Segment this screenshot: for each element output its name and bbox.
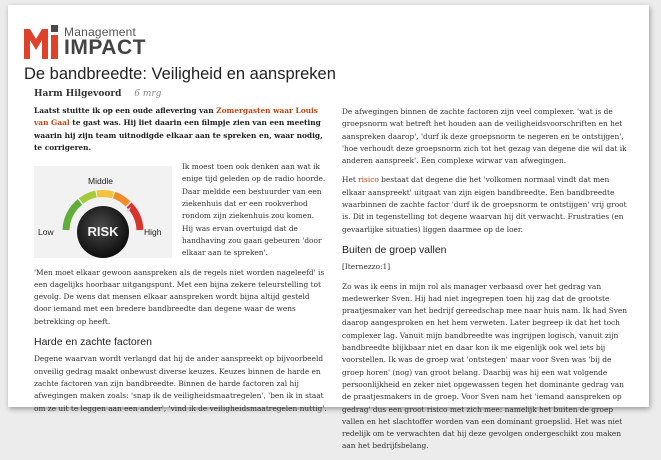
intermezzo-tag: [Iternezzo:1] (342, 262, 391, 272)
lead-paragraph (34, 105, 327, 154)
article-title: De bandbreedte: Veiligheid en aanspreken (24, 65, 336, 83)
article-column-right (342, 106, 634, 460)
author-name[interactable]: Harm Hilgevoord (34, 89, 122, 99)
logo-mark-icon (24, 23, 60, 59)
paragraph-text-1: Het (342, 175, 359, 185)
paragraph: Ik moest toen ook denken aan wat ik enige tijd geleden op de radio hoorde. Daar meldde een bestuurder van een ziekenhuis dat er een rookverbod rondom zijn ziekenhuis zou komen. Hij was ervan overtuigd dat de handhaving zou gaan gebeuren 'door elkaar aan te spreken'. (182, 162, 326, 258)
lead-text-1: Laatst stuitte ik op een oude aflevering van (34, 106, 217, 115)
gauge-label-middle: Middle (88, 176, 114, 187)
section-heading: Harde en zachte factoren (34, 336, 152, 349)
byline (34, 89, 161, 99)
gauge-center-label: RISK (87, 224, 119, 240)
gauge-label-high: High (144, 227, 162, 238)
paragraph: Zo was ik eens in mijn rol als manager verbaasd over het gedrag van medewerker Sven. Hij had niet ingegrepen toen hij zag dat de grootste praatjesmaker van het bedrijf gereedschap mee naar huis nam. Ik had Sven daarop aangesproken en het hem verweten. Later begreep ik dat het toch complexer lag. Vanuit mijn bandbreedte was ingrijpen logisch, vanuit zijn bandbreedte blijkbaar niet en daar kon ik me eigenlijk ook wel iets bij voorstellen. Ik was de groep wat 'ontstegen' maar voor Sven was 'bij de groep horen' (nog) van groot belang. Daarbij was hij een wat volgende persoonlijkheid en zeker niet opgewassen tegen het dominante gedrag van de praatjesmakers in de groep. Voor Sven nam het 'iemand aanspreken op gedrag' dus een groot risico met zich mee: namelijk het buiten de groep vallen en het slachtoffer worden van een dominant groepslid. Het was niet redelijk om te verwachten dat hij deze gevolgen ondergeschikt zou maken aan het bedrijfsbelang. (342, 281, 628, 451)
site-logo[interactable] (24, 23, 184, 59)
zomergasten-link[interactable]: Zomergasten waar Louis van Gaal (34, 106, 318, 128)
logo-text-management: Management (64, 25, 137, 39)
gauge-label-low: Low (38, 227, 54, 238)
paragraph: 'Men moet elkaar gewoon aanspreken als de regels niet worden nageleefd' is een dagelijks hoorbaar uitgangspunt. Met een bijna zekere teleurstelling tot gevolg. De wens dat mensen elkaar aanspreken wordt bijna altijd gesteld door iemand met een bredere bandbreedte dan degene waar de wens betrekking op heeft. (34, 267, 325, 326)
publish-age: 6 mrg (134, 89, 162, 99)
logo-text-impact: IMPACT (64, 36, 146, 59)
risico-link[interactable]: risico (358, 175, 379, 185)
section-heading: Buiten de groep vallen (342, 243, 447, 256)
article-column-left (34, 105, 327, 422)
paragraph: De afwegingen binnen de zachte factoren zijn veel complexer. 'wat is de groepsnorm wat betreft het houden aan de veiligheidsvoorschriften en het aanspreken daarop', 'durf ik deze groepsnorm te negeren en te ontstijgen', 'hoe verhoudt deze groepsnorm zich tot het gezag van degene die wil dat ik anderen aanspreek'. Een complexe wirwar van afwegingen. (342, 107, 627, 166)
paragraph-text-2: bestaat dat degene die het 'volkomen normaal vindt dat men elkaar aanspreekt' uitgaat van zijn eigen bandbreedte. Een bandbreedte waarbinnen de zachte factor 'durf ik de groepsnorm te ontstijgen' vrij groot is. Dit in tegenstelling tot degene waarvan hij dit verwacht. Frustraties (en gevaarlijke situaties) liggen daarmee op de loer. (342, 175, 627, 234)
lead-text-2: te gast was. Hij liet daarin een filmpje zien van een meeting waarin hij zijn team uitnodigde elkaar aan te spreken en, waar nodig, te corrigeren. (34, 118, 323, 152)
article-page (8, 5, 649, 451)
paragraph: Degene waarvan wordt verlangd dat hij de ander aanspreekt op bijvoorbeeld onveilig gedrag maakt onbewust diverse keuzes. Keuzes binnen de harde en zachte factoren van zijn bandbreedte. Binnen de harde factoren zal hij afwegingen maken zoals: 'snap ik de veiligheidsmaatregelen', 'ben ik in staat om ze uit te leggen aan een ander', 'vind ik de veiligheidsmaatregelen nuttig'. (34, 354, 327, 413)
risk-gauge-image (34, 166, 172, 258)
paragraph (342, 174, 634, 235)
